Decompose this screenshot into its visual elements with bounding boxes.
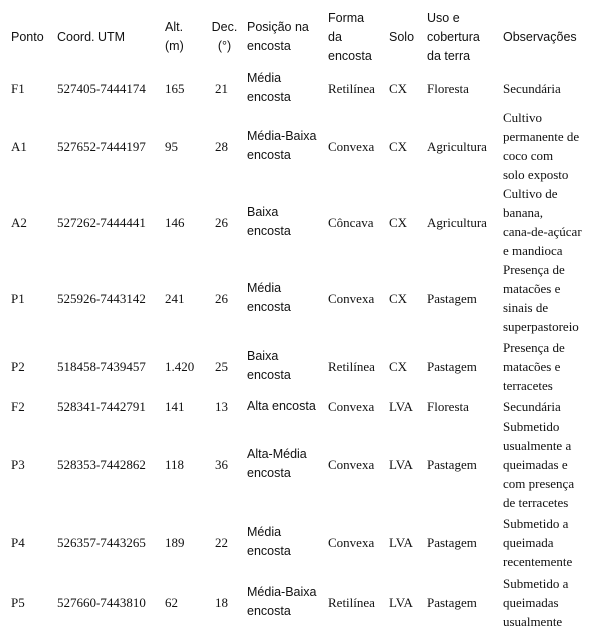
cell-solo: CX [389,138,408,154]
header-altitude: Alt. (m) [165,20,184,53]
cell-forma: Convexa [328,138,375,154]
cell-observacoes: Presença de matacões e terracetes [503,339,565,393]
table-row [8,396,592,416]
cell-forma: Convexa [328,534,375,550]
cell-altitude: 118 [165,456,185,472]
header-uso: Uso e cobertura da terra [427,10,480,63]
cell-observacoes: Submetido usualmente a queimadas e com presença de terracetes [503,418,575,510]
cell-observacoes: Cultivo permanente de coco com solo exposto [503,110,580,182]
cell-altitude: 189 [165,534,185,550]
cell-declividade: 18 [215,594,228,610]
cell-posicao: Alta-Média encosta [247,447,307,480]
cell-altitude: 241 [165,290,185,306]
cell-declividade: 13 [215,398,228,414]
cell-posicao: Média encosta [247,71,291,104]
cell-observacoes: Submetido a queimadas usualmente [503,575,569,629]
cell-posicao: Baixa encosta [247,205,291,238]
cell-ponto: P5 [11,594,25,610]
cell-coord-utm: 527405-7444174 [57,80,146,96]
cell-declividade: 26 [215,290,228,306]
cell-forma: Côncava [328,214,374,230]
cell-coord-utm: 528353-7442862 [57,456,146,472]
cell-forma: Convexa [328,398,375,414]
cell-altitude: 1.420 [165,358,195,374]
cell-declividade: 26 [215,214,228,230]
table-header-row [8,6,592,68]
cell-uso: Floresta [427,80,469,96]
cell-forma: Convexa [328,456,375,472]
cell-declividade: 22 [215,534,228,550]
cell-uso: Agricultura [427,138,487,154]
cell-observacoes: Presença de matacões e sinais de superpastoreio [503,262,579,334]
cell-forma: Convexa [328,290,375,306]
table-row [8,336,592,396]
cell-altitude: 95 [165,138,178,154]
cell-posicao: Baixa encosta [247,349,291,382]
sampling-points-table [8,6,592,632]
cell-observacoes: Secundária [503,398,561,414]
table-row [8,512,592,572]
cell-declividade: 21 [215,80,228,96]
cell-ponto: F2 [11,398,25,414]
cell-posicao: Média-Baixa encosta [247,129,317,162]
cell-observacoes: Secundária [503,80,561,96]
cell-ponto: P1 [11,290,25,306]
cell-solo: CX [389,80,408,96]
table-row [8,184,592,260]
cell-observacoes: Cultivo de banana, cana-de-açúcar e mandioca [503,186,582,258]
cell-solo: CX [389,358,408,374]
table-row [8,260,592,336]
cell-ponto: P4 [11,534,25,550]
cell-solo: CX [389,290,408,306]
header-forma: Forma da encosta [328,10,372,63]
cell-posicao: Média encosta [247,281,291,314]
table-row [8,416,592,512]
cell-ponto: P2 [11,358,25,374]
header-solo: Solo [389,29,415,44]
cell-uso: Floresta [427,398,469,414]
header-coord-utm: Coord. UTM [57,29,126,44]
cell-forma: Retilínea [328,594,375,610]
cell-observacoes: Submetido a queimada recentemente [503,515,573,569]
cell-ponto: A1 [11,138,27,154]
cell-forma: Retilínea [328,80,375,96]
table-row [8,572,592,632]
cell-ponto: F1 [11,80,25,96]
header-observacoes: Observações [503,29,577,44]
cell-uso: Pastagem [427,534,477,550]
cell-coord-utm: 518458-7439457 [57,358,146,374]
cell-uso: Pastagem [427,358,477,374]
header-posicao: Posição na encosta [247,20,309,53]
cell-altitude: 165 [165,80,185,96]
cell-solo: LVA [389,398,413,414]
table-row [8,108,592,184]
cell-declividade: 28 [215,138,228,154]
cell-solo: LVA [389,594,413,610]
cell-altitude: 146 [165,214,185,230]
cell-uso: Pastagem [427,456,477,472]
table-row [8,68,592,108]
cell-coord-utm: 527660-7443810 [57,594,146,610]
cell-posicao: Média encosta [247,525,291,558]
cell-ponto: P3 [11,456,25,472]
header-ponto: Ponto [11,29,44,44]
cell-uso: Agricultura [427,214,487,230]
cell-uso: Pastagem [427,594,477,610]
cell-declividade: 36 [215,456,228,472]
cell-altitude: 141 [165,398,185,414]
cell-declividade: 25 [215,358,228,374]
cell-solo: LVA [389,456,413,472]
cell-altitude: 62 [165,594,178,610]
cell-ponto: A2 [11,214,27,230]
header-declividade: Dec. (°) [211,20,238,53]
cell-uso: Pastagem [427,290,477,306]
cell-coord-utm: 527652-7444197 [57,138,146,154]
cell-coord-utm: 525926-7443142 [57,290,146,306]
cell-solo: LVA [389,534,413,550]
cell-coord-utm: 527262-7444441 [57,214,146,230]
cell-coord-utm: 528341-7442791 [57,398,146,414]
cell-coord-utm: 526357-7443265 [57,534,146,550]
cell-forma: Retilínea [328,358,375,374]
cell-posicao: Média-Baixa encosta [247,585,317,618]
cell-posicao: Alta encosta [247,398,316,413]
cell-solo: CX [389,214,408,230]
